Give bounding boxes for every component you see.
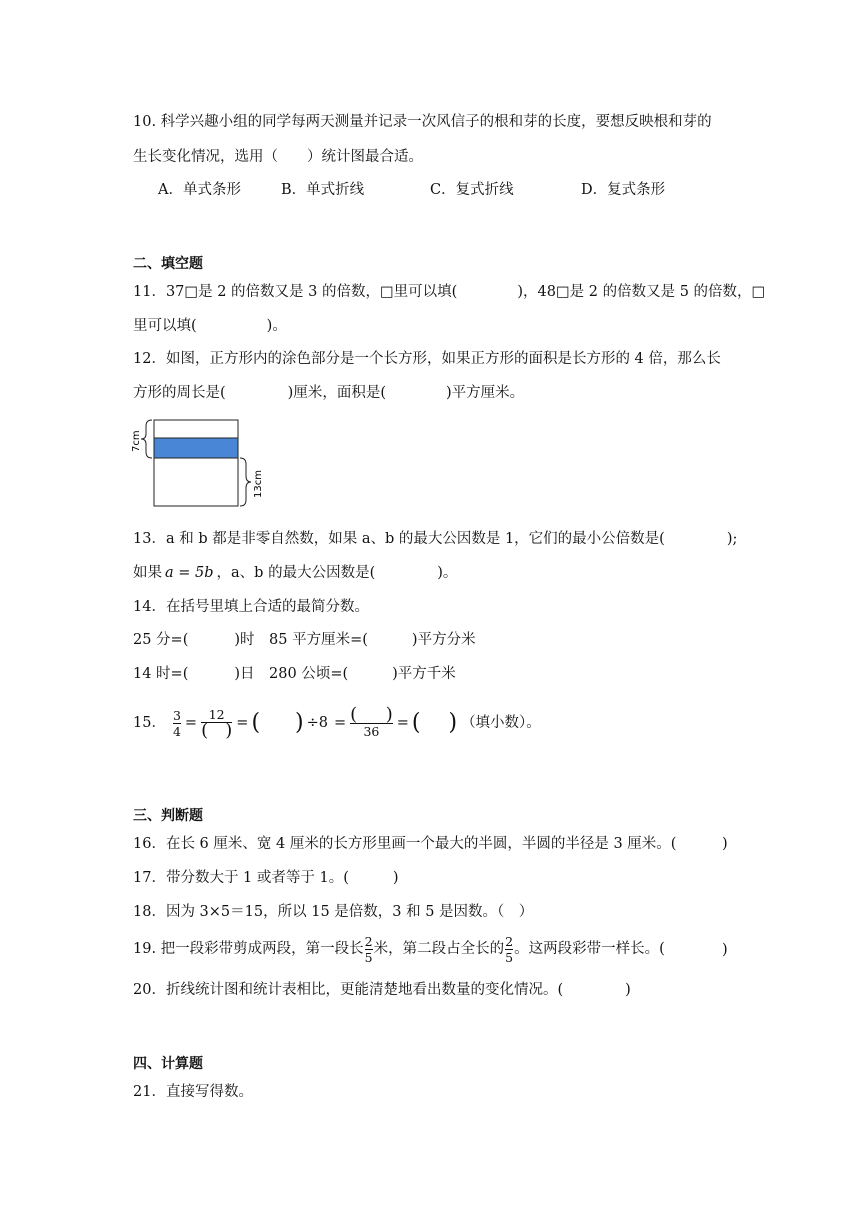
- q15-blank-decimal[interactable]: ( ): [411, 709, 458, 736]
- q10-option-a: A．单式条形: [158, 182, 241, 198]
- q19-f2-denominator: 5: [505, 949, 514, 965]
- q15-f3-denominator: 36: [363, 724, 380, 739]
- q12-text-b: )厘米，面积是(: [287, 385, 386, 401]
- q17-text: 17．带分数大于 1 或者等于 1。(: [133, 870, 349, 886]
- q10-option-b: B．单式折线: [281, 182, 365, 198]
- q13-equation: a = 5b: [165, 565, 214, 581]
- q19-f1-denominator: 5: [364, 949, 373, 965]
- q13-line1: [133, 529, 737, 549]
- q15-number: 15．: [133, 715, 166, 731]
- q20-text: 20．折线统计图和统计表相比，更能清楚地看出数量的变化情况。(: [133, 982, 564, 998]
- q12-line1: 12．如图，正方形内的涂色部分是一个长方形，如果正方形的面积是长方形的 4 倍，那么长: [133, 351, 721, 367]
- q15-f2-denominator-blank[interactable]: ( ): [201, 720, 233, 741]
- q10-option-c: C．复式折线: [430, 182, 514, 198]
- q11-text-d: )。: [266, 318, 287, 334]
- q11-text-a: 11．37□是 2 的倍数又是 3 的倍数，□里可以填(: [133, 284, 458, 300]
- q15-equals-3: =: [333, 715, 347, 731]
- q13-text-d: ，a、b 的最大公因数是(: [216, 565, 376, 581]
- q12-right-brace: [240, 458, 251, 506]
- q11-text-b: )，48□是 2 的倍数又是 5 的倍数，□: [517, 284, 766, 300]
- q12-line2: [133, 383, 524, 403]
- q12-text-a: 方形的周长是(: [133, 385, 226, 401]
- q11-line2: [133, 316, 287, 336]
- q15-f1-denominator: 4: [172, 723, 181, 739]
- q19-text-b: 米，第二段占全长的: [373, 941, 505, 957]
- q19-text-c: 。这两段彩带一样长。(: [514, 941, 665, 957]
- q14-text-a: 25 分=(: [133, 632, 189, 648]
- q13-text-c: 如果: [133, 565, 162, 581]
- q12-label-7cm: 7cm: [131, 430, 142, 452]
- q14-row2: [133, 664, 456, 684]
- q15-f3-numerator-blank[interactable]: ( ): [350, 704, 393, 725]
- q14-row1: [133, 630, 476, 650]
- q10-option-d: D．复式条形: [581, 182, 666, 198]
- q14-text-e: )日 280 公顷=(: [234, 666, 349, 682]
- q11-line1: [133, 282, 765, 302]
- q14-text-d: 14 时=(: [133, 666, 189, 682]
- q14-title: 14．在括号里填上合适的最简分数。: [133, 599, 369, 615]
- q12-text-c: )平方厘米。: [446, 385, 525, 401]
- section-heading-calculation: 四、计算题: [133, 1056, 203, 1072]
- q15-divide-8: ÷8: [306, 715, 328, 731]
- q13-text-a: 13．a 和 b 都是非零自然数，如果 a、b 的最大公因数是 1，它们的最小公倍数是(: [133, 531, 665, 547]
- q15-f1-numerator: 3: [172, 707, 181, 723]
- section-heading-true-false: 三、判断题: [133, 808, 203, 824]
- q19-fraction-1: [365, 934, 373, 965]
- q17-close: ): [392, 870, 399, 886]
- q15-blank-dividend[interactable]: ( ): [251, 709, 304, 736]
- q12-label-13cm: 13cm: [253, 470, 264, 498]
- q16-close: ): [722, 836, 728, 852]
- q20-line: [133, 980, 631, 1000]
- q13-text-e: )。: [437, 565, 458, 581]
- q14-text-b: )时 85 平方厘米=(: [234, 632, 368, 648]
- q15-equals-4: =: [396, 715, 409, 731]
- q15-fraction-3-4: [173, 708, 181, 739]
- q14-text-c: )平方分米: [411, 632, 476, 648]
- q11-text-c: 里可以填(: [133, 318, 197, 334]
- q19-line: [133, 929, 665, 969]
- q15-f2-numerator: 12: [208, 707, 225, 722]
- q12-square-outline: [154, 420, 238, 506]
- q16-line: 16．在长 6 厘米、宽 4 厘米的长方形里画一个最大的半圆，半圆的半径是 3 厘米。(: [133, 836, 677, 852]
- q15-hint: （填小数）。: [461, 715, 541, 731]
- q14-text-f: )平方千米: [392, 666, 456, 682]
- q15-fraction-12-blank: [201, 707, 232, 739]
- q10-line1: 10. 科学兴趣小组的同学每两天测量并记录一次风信子的根和芽的长度，要想反映根和芽的: [133, 114, 712, 130]
- q20-close: ): [625, 982, 631, 998]
- q19-f1-numerator: 2: [364, 933, 373, 949]
- q13-line2: [133, 563, 457, 583]
- q15-equals-1: =: [184, 715, 198, 731]
- q17-line: [133, 868, 399, 888]
- q15-line: [133, 701, 541, 745]
- q19-fraction-2: [505, 934, 513, 965]
- q12-left-brace: [141, 420, 152, 458]
- q18-line: 18．因为 3×5＝15，所以 15 是倍数，3 和 5 是因数。（ ）: [133, 904, 534, 920]
- q19-f2-numerator: 2: [505, 933, 514, 949]
- q13-text-b: );: [726, 531, 738, 547]
- q19-close: ): [722, 942, 728, 958]
- section-heading-fill-blank: 二、填空题: [133, 256, 203, 272]
- q15-fraction-blank-36: [350, 704, 393, 739]
- q15-equals-2: =: [236, 715, 249, 731]
- q19-text-a: 19. 把一段彩带剪成两段，第一段长: [133, 941, 364, 957]
- q10-line2: 生长变化情况，选用（ ）统计图最合适。: [133, 149, 423, 165]
- q21-line: 21．直接写得数。: [133, 1084, 253, 1100]
- q12-square-figure: [128, 418, 268, 510]
- q12-shaded-rectangle: [154, 438, 238, 458]
